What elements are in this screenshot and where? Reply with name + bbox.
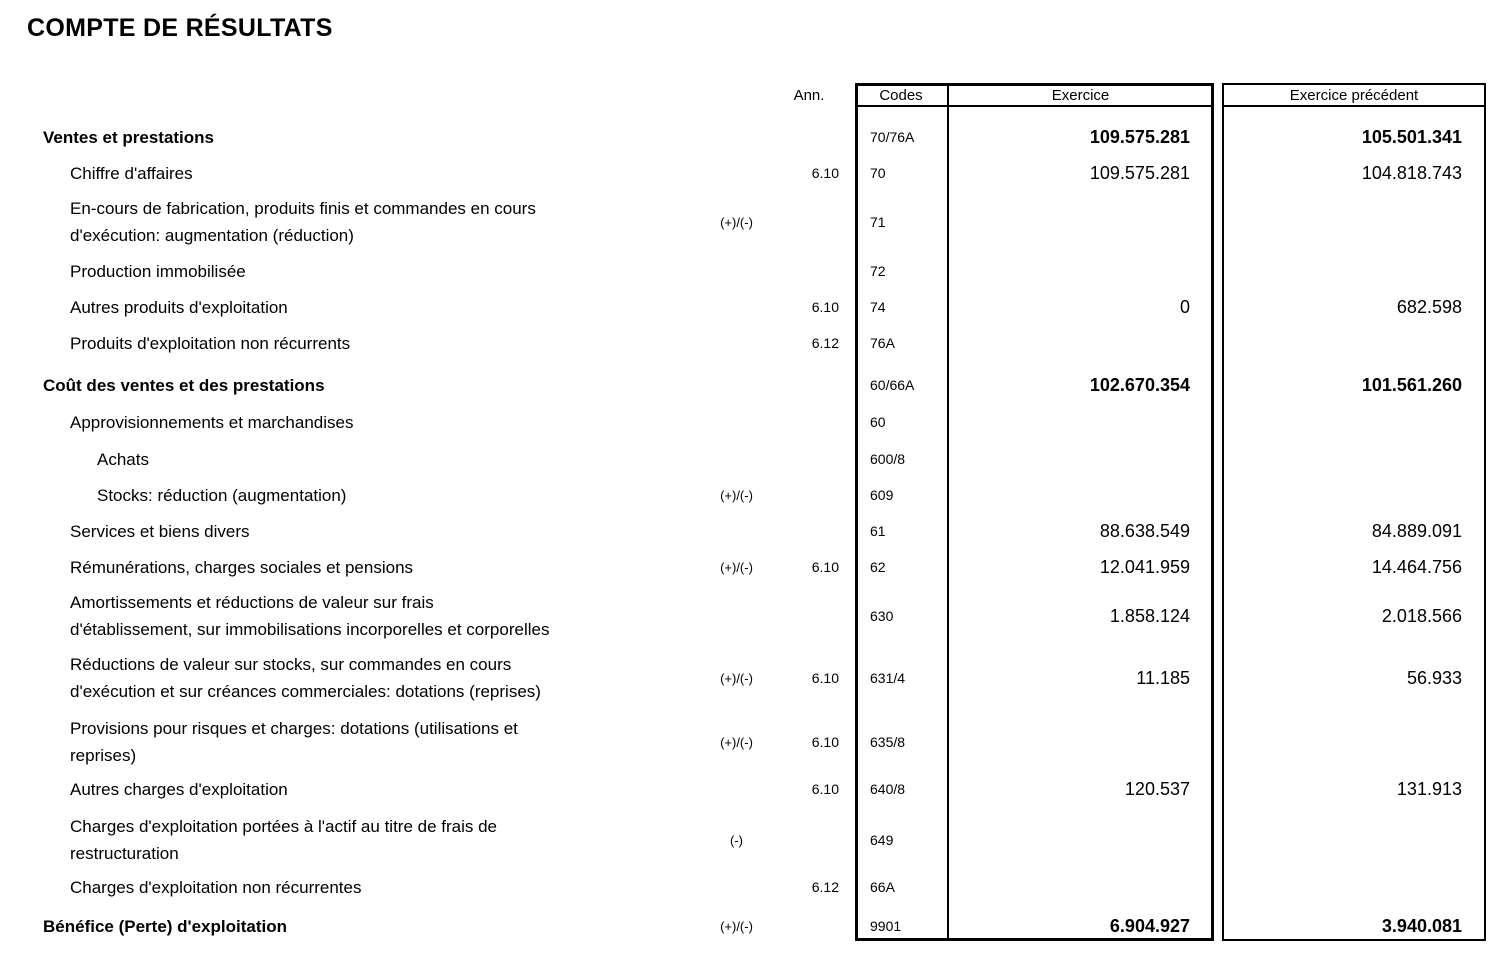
exercice-value: 6.904.927 <box>1109 915 1190 936</box>
code-cell: 9901 <box>870 917 902 934</box>
row-label <box>27 294 700 321</box>
table-row <box>27 549 1486 585</box>
exercice-value: 11.185 <box>1136 667 1190 688</box>
row-label-line1: Production immobilisée <box>70 261 246 281</box>
code-cell: 62 <box>870 558 886 575</box>
sign-indicator: (+)/(-) <box>720 487 753 503</box>
previous-value: 101.561.260 <box>1361 374 1462 395</box>
table-row <box>27 812 1486 868</box>
row-label-line1: Services et biens divers <box>70 521 250 541</box>
table-row <box>27 714 1486 770</box>
page-title: COMPTE DE RÉSULTATS <box>27 14 333 42</box>
annex-ref: 6.10 <box>811 164 839 181</box>
row-label-line1: Charges d'exploitation portées à l'actif au titre de frais de <box>70 817 498 836</box>
sign-indicator: (+)/(-) <box>720 214 753 230</box>
row-label-line1: Provisions pour risques et charges: dotations (utilisations et <box>70 719 518 738</box>
column-header-previous: Exercice précédent <box>1289 87 1419 104</box>
row-label <box>27 913 700 940</box>
row-label-line2: d'exécution et sur créances commerciales: dotations (reprises) <box>70 682 541 701</box>
row-label-line2: reprises) <box>70 746 137 765</box>
row-label <box>27 776 700 803</box>
row-label <box>27 446 700 473</box>
row-label-line1: Achats <box>97 449 149 469</box>
previous-value: 14.464.756 <box>1371 556 1462 577</box>
annex-ref: 6.10 <box>811 733 839 750</box>
previous-value: 56.933 <box>1406 667 1462 688</box>
row-label <box>27 258 700 285</box>
row-label-line1: Charges d'exploitation non récurrentes <box>70 877 362 897</box>
previous-value: 682.598 <box>1396 296 1462 317</box>
row-label-line1: Autres charges d'exploitation <box>70 779 288 799</box>
table-row <box>27 650 1486 706</box>
table-row <box>27 194 1486 250</box>
previous-value: 3.940.081 <box>1381 915 1462 936</box>
code-cell: 635/8 <box>870 733 906 750</box>
table-row <box>27 910 1486 942</box>
row-label-line1: Rémunérations, charges sociales et pensions <box>70 557 414 577</box>
exercice-value: 102.670.354 <box>1089 374 1190 395</box>
row-label-line1: Autres produits d'exploitation <box>70 297 288 317</box>
annex-ref: 6.10 <box>811 780 839 797</box>
code-cell: 76A <box>870 334 895 351</box>
sign-indicator: (+)/(-) <box>720 918 753 934</box>
exercice-value: 120.537 <box>1124 778 1190 799</box>
code-cell: 60/66A <box>870 376 915 393</box>
table-row <box>27 771 1486 807</box>
sign-indicator: (+)/(-) <box>720 734 753 750</box>
row-label-line2: d'établissement, sur immobilisations incorporelles et corporelles <box>70 620 550 639</box>
row-label-line1: Ventes et prestations <box>43 127 215 147</box>
row-label <box>27 589 700 643</box>
row-label <box>27 651 700 705</box>
annex-ref: 6.10 <box>811 669 839 686</box>
code-cell: 60 <box>870 413 886 430</box>
row-label <box>27 372 700 399</box>
code-cell: 66A <box>870 878 895 895</box>
row-label <box>27 518 700 545</box>
previous-value: 84.889.091 <box>1371 520 1462 541</box>
code-cell: 649 <box>870 831 894 848</box>
previous-value: 2.018.566 <box>1381 605 1462 626</box>
row-label <box>27 715 700 769</box>
row-label-line1: Stocks: réduction (augmentation) <box>97 485 347 505</box>
table-row <box>27 119 1486 155</box>
code-cell: 631/4 <box>870 669 906 686</box>
sign-indicator: (+)/(-) <box>720 670 753 686</box>
row-label <box>27 874 700 901</box>
code-cell: 70/76A <box>870 128 915 145</box>
row-label <box>27 554 700 581</box>
column-header-exercice: Exercice <box>1051 87 1110 104</box>
sign-indicator: (-) <box>730 832 743 848</box>
row-label <box>27 330 700 357</box>
annex-ref: 6.10 <box>811 298 839 315</box>
column-header-ann: Ann. <box>793 87 825 104</box>
row-label-line1: Approvisionnements et marchandises <box>70 412 354 432</box>
table-row <box>27 477 1486 513</box>
code-cell: 609 <box>870 486 894 503</box>
code-cell: 74 <box>870 298 886 315</box>
code-cell: 61 <box>870 522 886 539</box>
row-label-line1: Produits d'exploitation non récurrents <box>70 333 351 353</box>
exercice-value: 88.638.549 <box>1099 520 1190 541</box>
table-row <box>27 441 1486 477</box>
code-cell: 630 <box>870 607 894 624</box>
annex-ref: 6.10 <box>811 558 839 575</box>
table-row <box>27 404 1486 440</box>
code-cell: 600/8 <box>870 450 906 467</box>
row-label <box>27 160 700 187</box>
table-row <box>27 869 1486 905</box>
code-cell: 640/8 <box>870 780 906 797</box>
row-label-line1: Chiffre d'affaires <box>70 163 193 183</box>
table-row <box>27 253 1486 289</box>
row-label <box>27 409 700 436</box>
exercice-value: 109.575.281 <box>1089 126 1190 147</box>
header-underline-right <box>1222 105 1486 107</box>
column-header-codes: Codes <box>879 87 923 104</box>
row-label-line1: Coût des ventes et des prestations <box>43 375 325 395</box>
exercice-value: 0 <box>1179 296 1190 317</box>
annex-ref: 6.12 <box>811 878 839 895</box>
code-cell: 70 <box>870 164 886 181</box>
row-label <box>27 482 700 509</box>
annex-ref: 6.12 <box>811 334 839 351</box>
table-row <box>27 367 1486 403</box>
header-underline-left <box>855 105 1214 107</box>
row-label-line1: En-cours de fabrication, produits finis et commandes en cours <box>70 199 536 218</box>
row-label-line1: Bénéfice (Perte) d'exploitation <box>43 916 287 936</box>
exercice-value: 109.575.281 <box>1089 162 1190 183</box>
row-label <box>27 813 700 867</box>
row-label-line1: Réductions de valeur sur stocks, sur commandes en cours <box>70 655 512 674</box>
row-label-line1: Amortissements et réductions de valeur sur frais <box>70 593 434 612</box>
previous-value: 104.818.743 <box>1361 162 1462 183</box>
table-row <box>27 513 1486 549</box>
row-label-line2: restructuration <box>70 844 179 863</box>
previous-value: 131.913 <box>1396 778 1462 799</box>
row-label <box>27 124 700 151</box>
exercice-value: 12.041.959 <box>1099 556 1190 577</box>
code-cell: 71 <box>870 213 886 230</box>
row-label-line2: d'exécution: augmentation (réduction) <box>70 226 354 245</box>
row-label <box>27 195 700 249</box>
previous-value: 105.501.341 <box>1361 126 1462 147</box>
table-row <box>27 289 1486 325</box>
table-row <box>27 155 1486 191</box>
table-row <box>27 325 1486 361</box>
exercice-value: 1.858.124 <box>1109 605 1190 626</box>
code-cell: 72 <box>870 262 886 279</box>
sign-indicator: (+)/(-) <box>720 559 753 575</box>
table-row <box>27 588 1486 644</box>
